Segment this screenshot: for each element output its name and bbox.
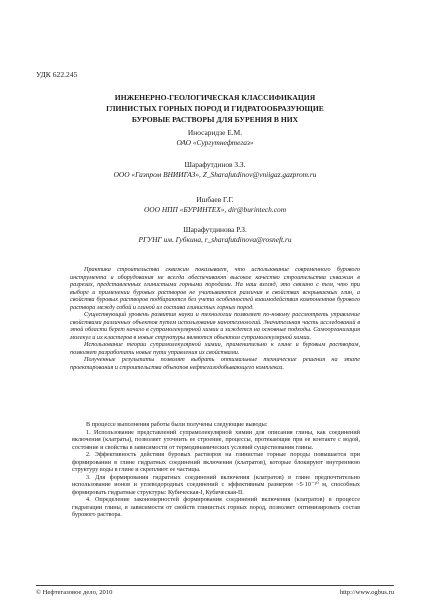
footer-rule [36, 585, 394, 586]
body-paragraph: 4. Определение закономерностей формирования соединений включения (клатратов) в процессе гидратации глины, в зависимости от свойств глинистых горных пород, позволяет оптимизировать состав бурового раствора. [72, 496, 360, 518]
author-block [40, 160, 390, 180]
abstract [70, 266, 360, 371]
udk-code: УДК 622.245 [36, 70, 78, 79]
author-block [40, 128, 390, 148]
author-affiliation: ООО НПП «БУРИНТЕХ», dir@burintech.com [143, 205, 287, 214]
page-footer [36, 585, 394, 596]
author-block [40, 225, 390, 245]
footer-copyright: © Нефтегазовое дело, 2010 [36, 589, 113, 596]
abstract-paragraph: Существующий уровень развития науки и технологии позволяет по-новому рассмотреть управление свойствами различных объектов путем использования нанотехнологий. Значительная часть исследований в этой области берет начало в супрамолекулярной химии и зиждется на основные подходы. Самоорганизация молекул и их кластеров в новые структуры являются объектом супрамолекулярной химии. [70, 311, 360, 341]
conclusions [72, 421, 360, 519]
footer-url[interactable]: http://www.ogbus.ru [339, 589, 394, 596]
title-line: ГЛИНИСТЫХ ГОРНЫХ ПОРОД И ГИДРАТООБРАЗУЮЩИЕ [106, 104, 324, 113]
author-name: Ишбаев Г.Г. [196, 195, 234, 204]
body-paragraph: 3. Для формирования гидратных соединений включения (клатратов) в глине предпочтительно использование ионов и углеводородных соединений с эффективным размером ~5·10⁻¹⁰ м, способных формировать гидратные структуры: Кубическая-I, Кубическая-II. [72, 473, 360, 496]
author-affiliation: ОАО «Сургутнефтегаз» [176, 138, 254, 147]
author-name: Шарафутдинова Р.З. [183, 225, 247, 234]
author-name: Иносаридзе Е.М. [187, 128, 243, 137]
body-paragraph: 2. Эффективность действия буровых растворов на глинистые горные породы повышается при формировании в глине гидратных соединений включения (клатратов), которые блокируют внутреннюю структуру воды в глине и скрепляют ее частицы. [72, 451, 360, 473]
body-paragraph: 1. Использование представлений супрамолекулярной химии для описания глины, как соединений включения (клатраты), позволяет уточнить ее строение, процессы, протекающие при ее контакте с водой, состояние и свойства в зависимости от термодинамических условий существования глины. [72, 428, 360, 451]
paper-title [40, 92, 390, 125]
author-affiliation: ООО «Газпром ВНИИГАЗ», Z_Sharafutdinov@vniigaz.gazprom.ru [113, 170, 317, 179]
abstract-paragraph: Использование теории супрамолекулярной химии, применительно к глине и буровым растворам, позволяет разработать новые пути управления их свойствами. [70, 341, 360, 356]
title-line: ИНЖЕНЕРНО-ГЕОЛОГИЧЕСКАЯ КЛАССИФИКАЦИЯ [114, 93, 316, 102]
body-paragraph: В процессе выполнения работы были получены следующие выводы: [86, 421, 268, 428]
author-name: Шарафутдинов З.З. [184, 160, 246, 169]
abstract-paragraph: Практика строительства скважин показывает, что использование современного бурового инструмента и оборудования не всегда обеспечивают высокое качество строительства скважин в разрезах, представленных глинистыми горными породами. На наш взгляд, это связано с тем, что при выборе и применении буровых растворов не учитываются различия в свойствах вскрываемых глин, а свойства буровых растворов подбираются без учета особенностей взаимодействия компонентов бурового раствора между собой и глиной из состава глинистых горных пород. [70, 266, 360, 311]
abstract-paragraph: Полученные результаты позволят выбрать оптимальные технические решения на этапе проектирования и строительства объектов нефтегазодобывающего комплекса. [70, 356, 360, 371]
title-line: БУРОВЫЕ РАСТВОРЫ ДЛЯ БУРЕНИЯ В НИХ [131, 115, 299, 124]
author-block [40, 195, 390, 215]
author-affiliation: РГУНГ им. Губкина, r_sharafutdinova@rosneft.ru [138, 235, 292, 244]
